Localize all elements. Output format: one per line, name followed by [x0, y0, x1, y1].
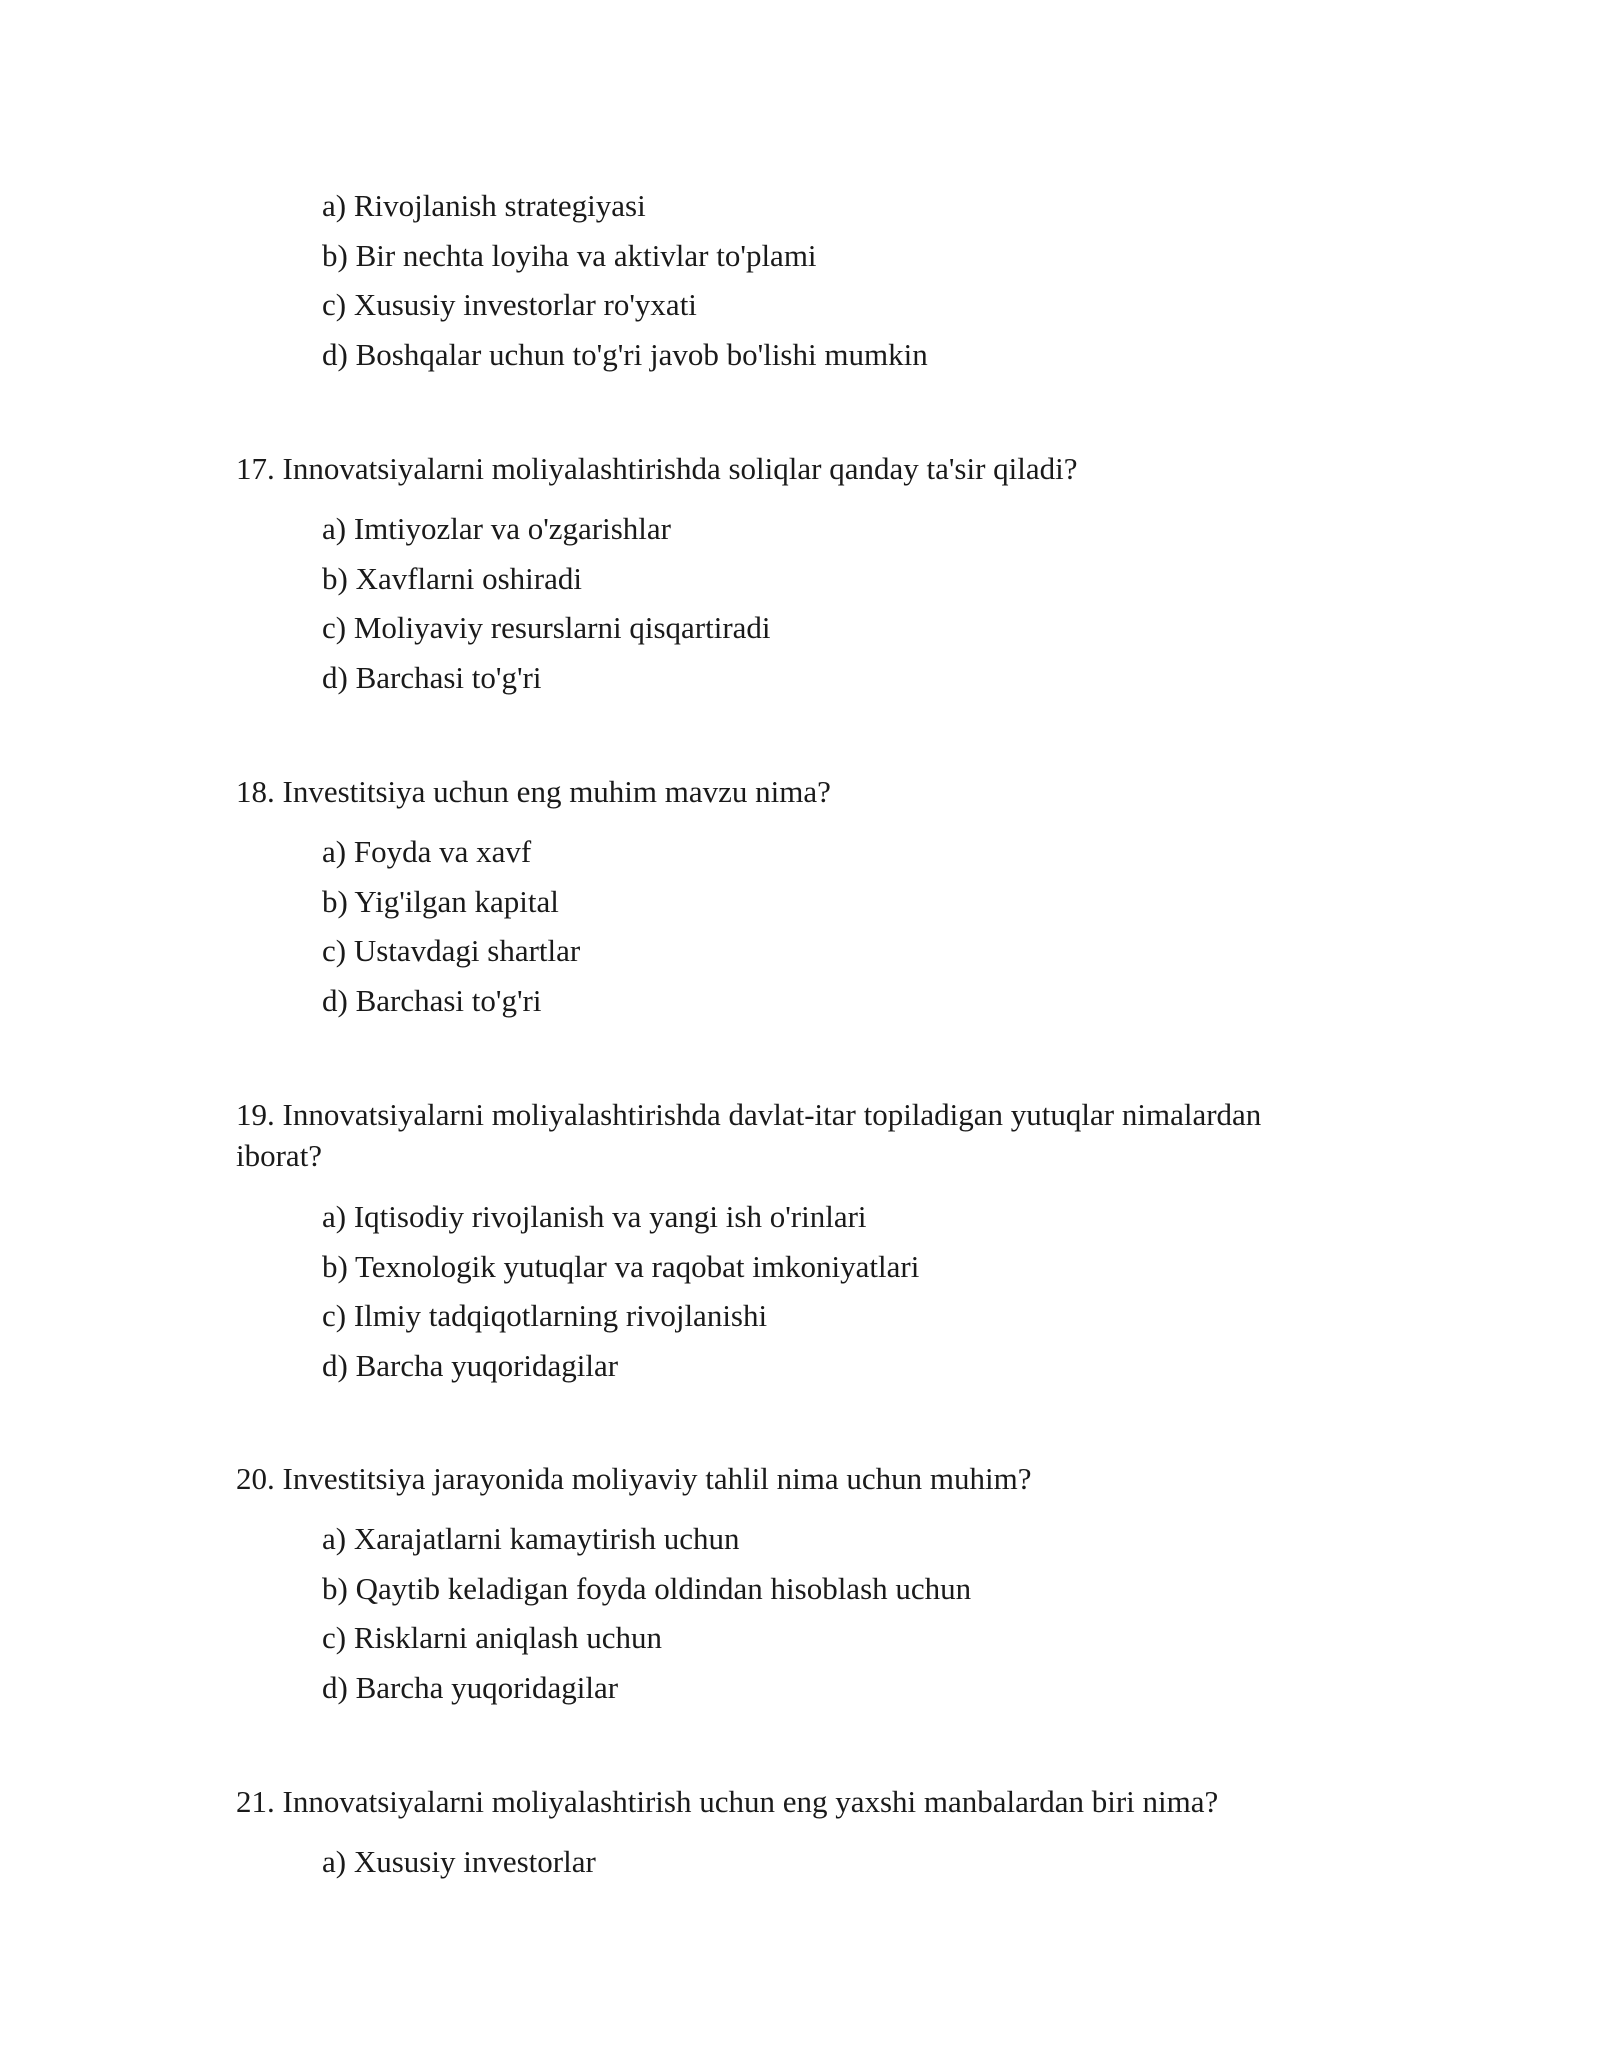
option-b: b) Yig'ilgan kapital: [322, 883, 559, 919]
option-a: a) Foyda va xavf: [322, 834, 532, 869]
options-list: [322, 181, 928, 379]
option-d: d) Boshqalar uchun to'g'ri javob bo'lishi mumkin: [322, 336, 928, 372]
option-a: a) Iqtisodiy rivojlanish va yangi ish o'rinlari: [322, 1199, 867, 1234]
option-d: d) Barcha yuqoridagilar: [322, 1347, 619, 1383]
option-c: c) Risklarni aniqlash uchun: [322, 1620, 663, 1655]
question-text: 17. Innovatsiyalarni moliyalashtirishda soliqlar qanday ta'sir qiladi?: [236, 451, 1078, 486]
options-list: [322, 1514, 971, 1712]
option-b: b) Bir nechta loyiha va aktivlar to'plami: [322, 237, 817, 273]
option-c: c) Ustavdagi shartlar: [322, 933, 581, 968]
options-list: [322, 1837, 596, 1887]
question-text: 21. Innovatsiyalarni moliyalashtirish uchun eng yaxshi manbalardan biri nima?: [236, 1784, 1219, 1819]
options-list: [322, 827, 580, 1025]
option-d: d) Barchasi to'g'ri: [322, 982, 542, 1018]
option-a: a) Xarajatlarni kamaytirish uchun: [322, 1521, 740, 1556]
question-text: 18. Investitsiya uchun eng muhim mavzu nima?: [236, 774, 831, 809]
option-c: c) Xususiy investorlar ro'yxati: [322, 287, 697, 322]
option-a: a) Imtiyozlar va o'zgarishlar: [322, 511, 672, 546]
question-text: 20. Investitsiya jarayonida moliyaviy tahlil nima uchun muhim?: [236, 1461, 1032, 1496]
option-a: a) Rivojlanish strategiyasi: [322, 188, 646, 223]
question-text: 19. Innovatsiyalarni moliyalashtirishda davlat-itar topiladigan yutuqlar nimalardan iborat?: [236, 1097, 1262, 1173]
options-list: [322, 504, 771, 702]
option-b: b) Texnologik yutuqlar va raqobat imkoniyatlari: [322, 1248, 920, 1284]
option-a: a) Xususiy investorlar: [322, 1844, 596, 1879]
option-c: c) Moliyaviy resurslarni qisqartiradi: [322, 610, 771, 645]
options-list: [322, 1192, 919, 1390]
option-b: b) Xavflarni oshiradi: [322, 560, 582, 596]
option-c: c) Ilmiy tadqiqotlarning rivojlanishi: [322, 1298, 768, 1333]
option-d: d) Barcha yuqoridagilar: [322, 1669, 619, 1705]
option-d: d) Barchasi to'g'ri: [322, 659, 542, 695]
option-b: b) Qaytib keladigan foyda oldindan hisoblash uchun: [322, 1570, 972, 1606]
